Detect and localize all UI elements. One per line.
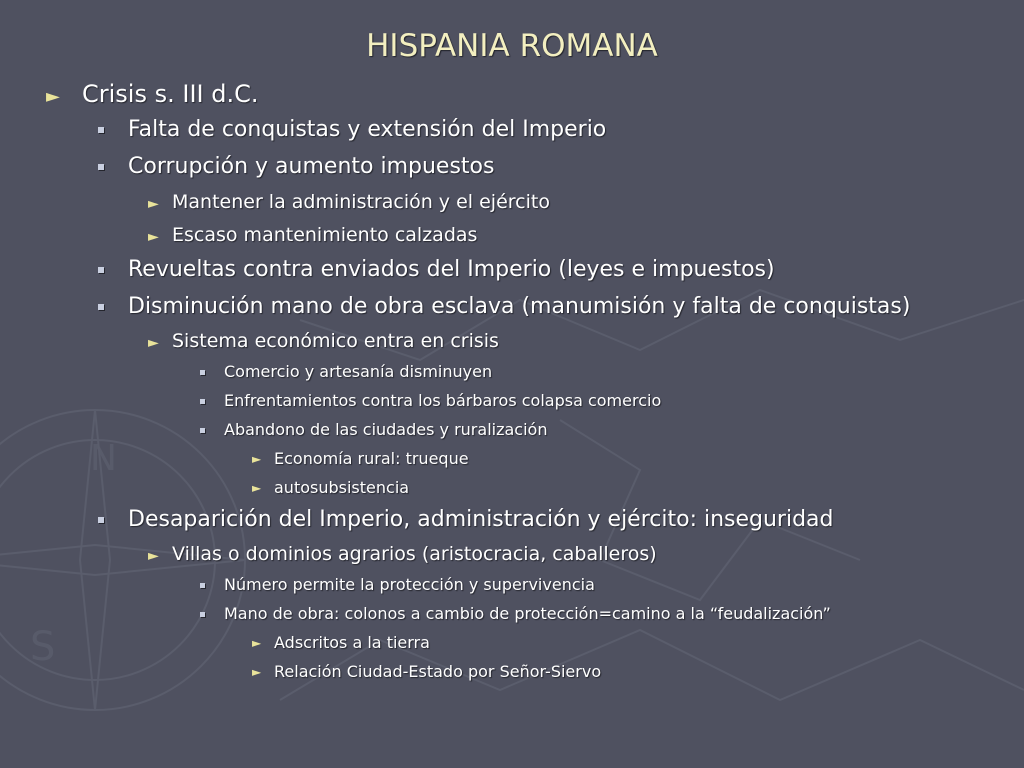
arrow-bullet-icon: ► xyxy=(148,335,159,351)
square-bullet-icon xyxy=(200,370,205,375)
arrow-bullet-icon: ► xyxy=(252,665,262,679)
arrow-bullet-icon: ► xyxy=(148,229,159,245)
slide-title: HISPANIA ROMANA xyxy=(366,28,658,64)
list-item-text: Número permite la protección y supervivencia xyxy=(224,575,595,594)
list-item-text: autosubsistencia xyxy=(274,478,410,497)
svg-text:S: S xyxy=(30,624,56,670)
list-item-text: Abandono de las ciudades y ruralización xyxy=(224,420,548,439)
arrow-bullet-icon: ► xyxy=(252,636,262,650)
list-item-text: Relación Ciudad-Estado por Señor-Siervo xyxy=(274,662,602,681)
square-bullet-icon xyxy=(98,127,104,133)
list-item-text: Falta de conquistas y extensión del Imperio xyxy=(128,117,607,142)
list-item-text: Enfrentamientos contra los bárbaros colapsa comercio xyxy=(224,391,662,410)
square-bullet-icon xyxy=(98,164,104,170)
list-item-text: Escaso mantenimiento calzadas xyxy=(172,224,478,246)
list-item-text: Corrupción y aumento impuestos xyxy=(128,154,495,179)
list-item-text: Sistema económico entra en crisis xyxy=(172,330,499,352)
square-bullet-icon xyxy=(200,612,205,617)
list-item-text: Mano de obra: colonos a cambio de protección=camino a la “feudalización” xyxy=(224,604,831,623)
square-bullet-icon xyxy=(98,267,104,273)
square-bullet-icon xyxy=(200,583,205,588)
list-item-text: Disminución mano de obra esclava (manumisión y falta de conquistas) xyxy=(128,294,911,319)
arrow-bullet-icon: ► xyxy=(252,481,262,495)
arrow-bullet-icon: ► xyxy=(46,86,60,107)
arrow-bullet-icon: ► xyxy=(148,548,159,564)
square-bullet-icon xyxy=(200,428,205,433)
list-item-text: Adscritos a la tierra xyxy=(274,633,430,652)
list-item-text: Mantener la administración y el ejército xyxy=(172,191,550,213)
square-bullet-icon xyxy=(200,399,205,404)
list-item-text: Desaparición del Imperio, administración y ejército: inseguridad xyxy=(128,507,834,532)
list-item-text: Crisis s. III d.C. xyxy=(82,80,259,108)
list-item-text: Revueltas contra enviados del Imperio (leyes e impuestos) xyxy=(128,257,775,282)
list-item-text: Villas o dominios agrarios (aristocracia, caballeros) xyxy=(172,543,657,565)
list-item-text: Economía rural: trueque xyxy=(274,449,469,468)
arrow-bullet-icon: ► xyxy=(148,196,159,212)
square-bullet-icon xyxy=(98,517,104,523)
svg-text:N: N xyxy=(90,438,117,479)
list-item-text: Comercio y artesanía disminuyen xyxy=(224,362,493,381)
arrow-bullet-icon: ► xyxy=(252,452,262,466)
square-bullet-icon xyxy=(98,304,104,310)
